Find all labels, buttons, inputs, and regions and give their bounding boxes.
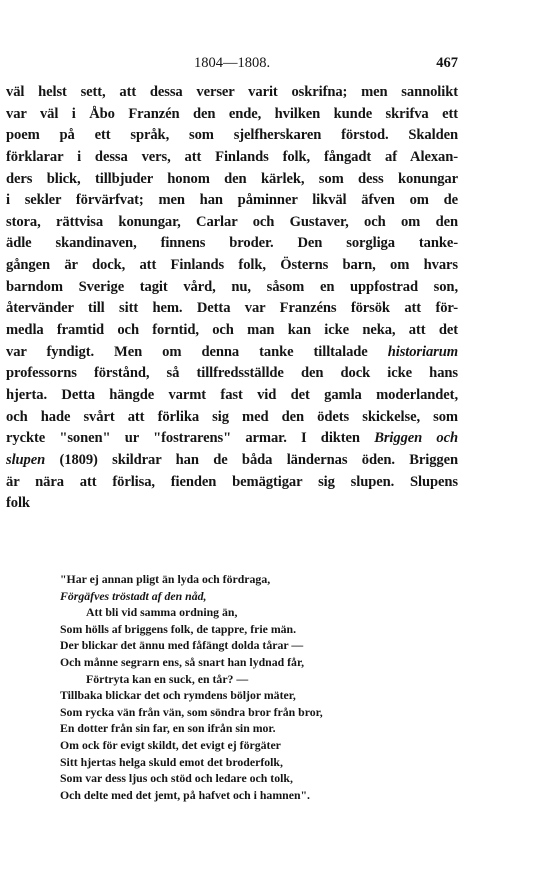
text-line	[6, 104, 458, 126]
italic-title: Briggen och	[374, 430, 458, 447]
line-text: (1809) skildrar han de båda ländernas öden. Briggen	[59, 451, 458, 468]
text-line	[6, 147, 458, 169]
line-text: stora, rättvisa konungar, Carlar och Gustaver, och om den	[6, 213, 458, 230]
line-text: ders blick, tillbjuder honom den kärlek, som dess konungar	[6, 170, 458, 187]
text-line	[6, 212, 458, 234]
line-text: förklarar i dessa vers, att Finlands folk, fångadt af Alexan-	[6, 148, 458, 165]
poem-line: En dotter från sin far, en son ifrån sin mor.	[60, 721, 276, 736]
text-line	[6, 472, 458, 494]
italic-title: historiarum	[387, 343, 458, 360]
line-text: och hade svårt att förlika sig med den ödets skickelse, som	[6, 408, 458, 425]
poem-line: Der blickar det ännu med fåfängt dolda tårar —	[60, 638, 304, 653]
poem-line: Som rycka vän från vän, som söndra bror från bror,	[60, 704, 323, 719]
poem-line: Tillbaka blickar det och rymdens böljor mäter,	[60, 688, 296, 703]
line-text: hjerta. Detta hängde varmt fast vid det gamla moderlandet,	[6, 386, 458, 403]
text-line	[6, 407, 458, 429]
text-line	[6, 125, 458, 147]
line-text: väl helst sett, att dessa verser varit oskrifna; men sannolikt	[6, 84, 458, 100]
line-text: ryckte "sonen" ur "fostrarens" armar. I dikten	[6, 430, 360, 447]
poem-line: Sitt hjertas helga skuld emot det broderfolk,	[60, 754, 283, 769]
poem-line: Som var dess ljus och stöd och ledare och tolk,	[60, 771, 293, 786]
line-text: var fyndigt. Men om denna tanke tilltalade	[6, 343, 368, 360]
text-line	[6, 450, 458, 472]
poem-line: Förgäfves tröstadt af den nåd,	[60, 588, 207, 603]
poem-line: Och månne segrarn ens, så snart han lydnad får,	[60, 655, 305, 670]
text-line	[6, 82, 458, 104]
italic-title: slupen	[6, 451, 46, 468]
text-line	[6, 342, 458, 364]
line-text: återvänder till sitt hem. Detta var Franzéns försök att för-	[6, 300, 458, 317]
text-line	[6, 255, 458, 277]
text-line	[6, 320, 458, 342]
poem-line: Att bli vid samma ordning än,	[86, 605, 238, 620]
text-line	[6, 363, 458, 385]
line-text: medla framtid och forntid, och man kan icke neka, att det	[6, 322, 458, 339]
text-line	[6, 233, 458, 255]
text-line	[6, 190, 458, 212]
poem-line: "Har ej annan pligt än lyda och fördraga,	[60, 572, 271, 586]
line-text: ädle skandinaven, finnens broder. Den sorgliga tanke-	[6, 235, 458, 252]
text-line	[6, 277, 458, 299]
line-text: är nära att förlisa, fienden bemägtigar sig slupen. Slupens	[6, 473, 458, 490]
text-line	[6, 169, 458, 191]
page-number: 467	[436, 55, 458, 71]
text-line	[6, 298, 458, 320]
text-line	[6, 428, 458, 450]
poem-quotation	[60, 571, 480, 804]
line-text: i sekler förvärfvat; men han påminner likväl äfven om de	[6, 192, 458, 209]
body-paragraph	[6, 82, 458, 515]
poem-line: Förtryta kan en suck, en tår? —	[86, 671, 249, 686]
text-line	[6, 385, 458, 407]
line-text: barndom Sverige tagit vård, nu, såsom en uppfostrad son,	[6, 278, 458, 295]
text-line	[6, 493, 458, 515]
poem-line: Om ock för evigt skildt, det evigt ej förgäter	[60, 738, 281, 753]
line-text: gången är dock, att Finlands folk, Österns barn, om hvars	[6, 257, 458, 274]
line-text: var väl i Åbo Franzén den ende, hvilken kunde skrifva ett	[6, 105, 458, 122]
page-header	[6, 52, 458, 74]
running-title: 1804—1808.	[193, 55, 271, 71]
poem-line: Som hölls af briggens folk, de tappre, frie män.	[60, 621, 297, 636]
line-text: folk	[6, 495, 30, 512]
line-text: professorns förstånd, så tillfredsställde den dock icke hans	[6, 365, 458, 382]
poem-line: Och delte med det jemt, på hafvet och i hamnen".	[60, 787, 310, 802]
line-text: poem på ett språk, som sjelfherskaren förstod. Skalden	[6, 127, 458, 144]
